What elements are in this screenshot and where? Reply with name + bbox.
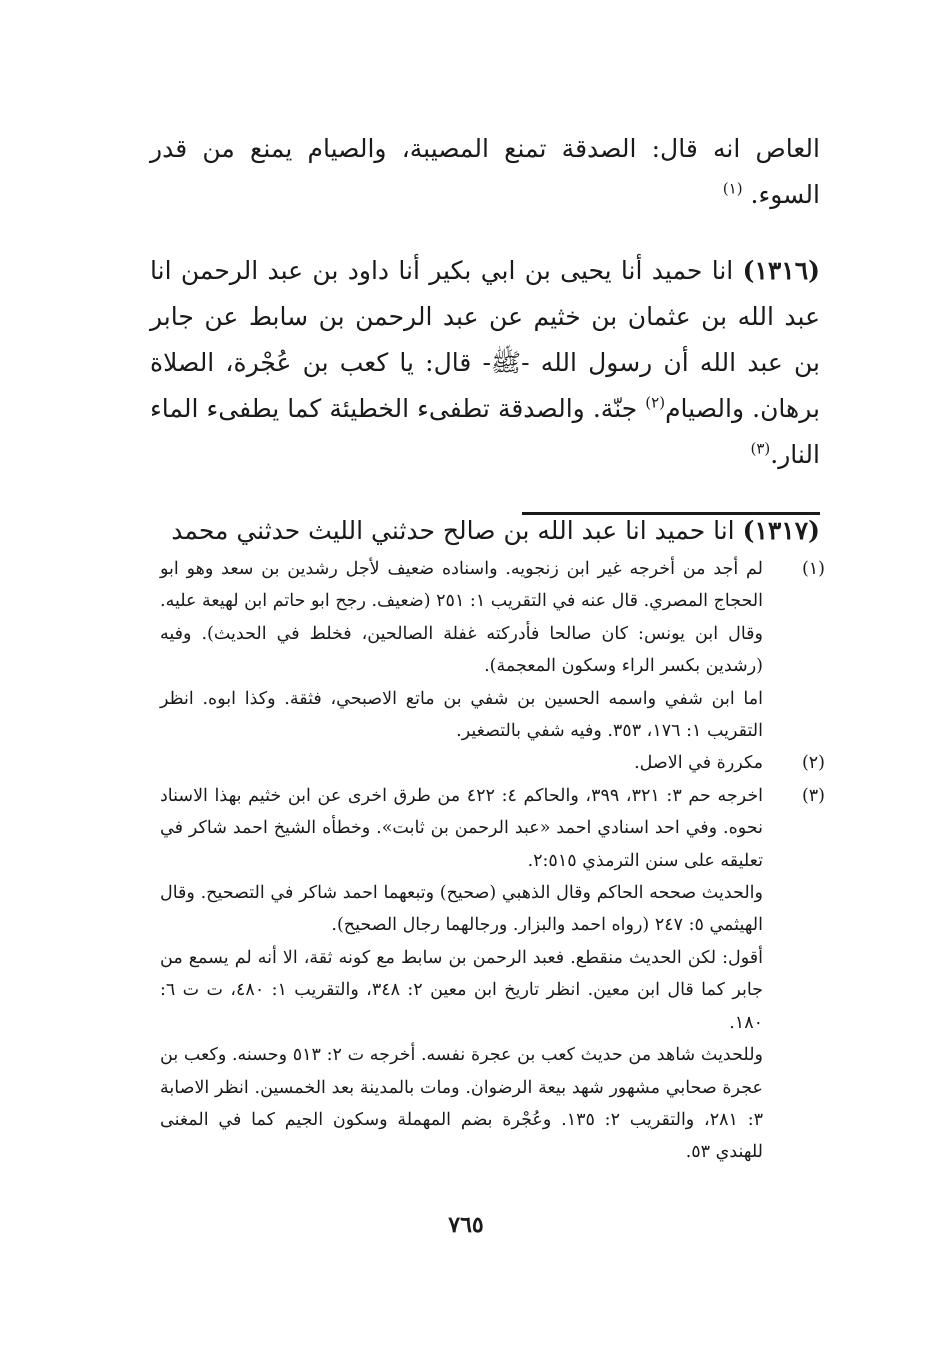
footnote-paragraph: اخرجه حم ٣: ٣٢١، ٣٩٩، والحاكم ٤: ٤٢٢ من طرق اخرى عن ابن خثيم بهذا الاسناد نحوه. وفي احد اسنادي احمد «عبد الرحمن بن ثابت». وخطأه الشيخ احمد شاكر في تعليقه على سنن الترمذي ٢:٥١٥.: [160, 785, 764, 871]
hadith-number: (١٣١٦): [742, 256, 820, 285]
paragraph-continuation: العاص انه قال: الصدقة تمنع المصيبة، والصيام يمنع من قدر السوء. $^{(١)}$: [150, 134, 820, 209]
footnotes: [160, 553, 825, 1169]
footnote-2: [160, 747, 825, 779]
footnote-1: [160, 553, 825, 747]
hadith-1317: (١٣١٧) انا حميد انا عبد الله بن صالح حدثني الليث حدثني محمد: [171, 516, 820, 545]
footnote-paragraph: أقول: لكن الحديث منقطع. فعبد الرحمن بن سابط مع كونه ثقة، الا أنه لم يسمع من جابر كما قال ابن معين. انظر تاريخ ابن معين ٢: ٣٤٨، والتقريب ١: ٤٨٠، ت ت ٦: ١٨٠.: [160, 947, 763, 1033]
hadith-number: (١٣١٧): [742, 516, 820, 545]
footnote-number: (٢): [801, 753, 825, 774]
footnote-separator: [522, 512, 820, 515]
footnote-number: (٣): [801, 785, 825, 806]
footnote-paragraph: مكررة في الاصل.: [634, 753, 763, 774]
footnote-paragraph: والحديث صححه الحاكم وقال الذهبي (صحيح) وتبعهما احمد شاكر في التصحيح. وقال الهيثمي ٥: ٢٤٧ (رواه احمد والبزار. ورجالهما رجال الصحيح).: [160, 883, 763, 936]
footnote-ref: (٣): [750, 439, 771, 458]
footnote-paragraph: اما ابن شفي واسمه الحسين بن شفي بن ماتع الاصبحي، فثقة. وكذا ابوه. انظر التقريب ١: ١٧٦، ٣٥٣. وفيه شفي بالتصغير.: [160, 688, 763, 742]
footnote-paragraph: لم أجد من أخرجه غير ابن زنجويه. واسناده ضعيف لأجل رشدين بن سعد وهو ابو الحجاج المصري. قال عنه في التقريب ١: ٢٥١ (ضعيف. رجح ابو حاتم ابن لهيعة عليه. وقال ابن يونس: كان صالحا فأدركته غفلة الصالحين، فخلط في الحديث). وفيه (رشدين بكسر الراء وسكون المعجمة).: [160, 559, 764, 677]
main-text: [150, 126, 820, 554]
footnote-number: (١): [801, 559, 825, 579]
page-number: ٧٦٥: [448, 1212, 484, 1238]
footnote-3: [160, 780, 825, 1169]
footnote-ref: (٢): [645, 393, 666, 412]
footnote-paragraph: وللحديث شاهد من حديث كعب بن عجرة نفسه. أخرجه ت ٢: ٥١٣ وحسنه. وكعب بن عجرة صحابي مشهور شهد بيعة الرضوان. ومات بالمدينة بعد الخمسين. انظر الاصابة ٣: ٢٨١، والتقريب ٢: ١٣٥. وعُجْرة بضم المهملة وسكون الجيم كما في المغنى للهندي ٥٣.: [160, 1045, 763, 1163]
footnote-ref: (١): [722, 179, 743, 198]
hadith-1316: (١٣١٦) انا حميد أنا يحيى بن ابي بكير أنا داود بن عبد الرحمن انا عبد الله بن عثمان بن خثيم عن عبد الرحمن بن سابط عن جابر بن عبد الله أن رسول الله -ﷺ- قال: يا كعب بن عُجْرة، الصلاة برهان. والصيام$^{(٢)}$ جنّة. والصدقة تطفىء الخطيئة كما يطفىء الماء النار.$^{(٣)}$: [150, 256, 820, 469]
